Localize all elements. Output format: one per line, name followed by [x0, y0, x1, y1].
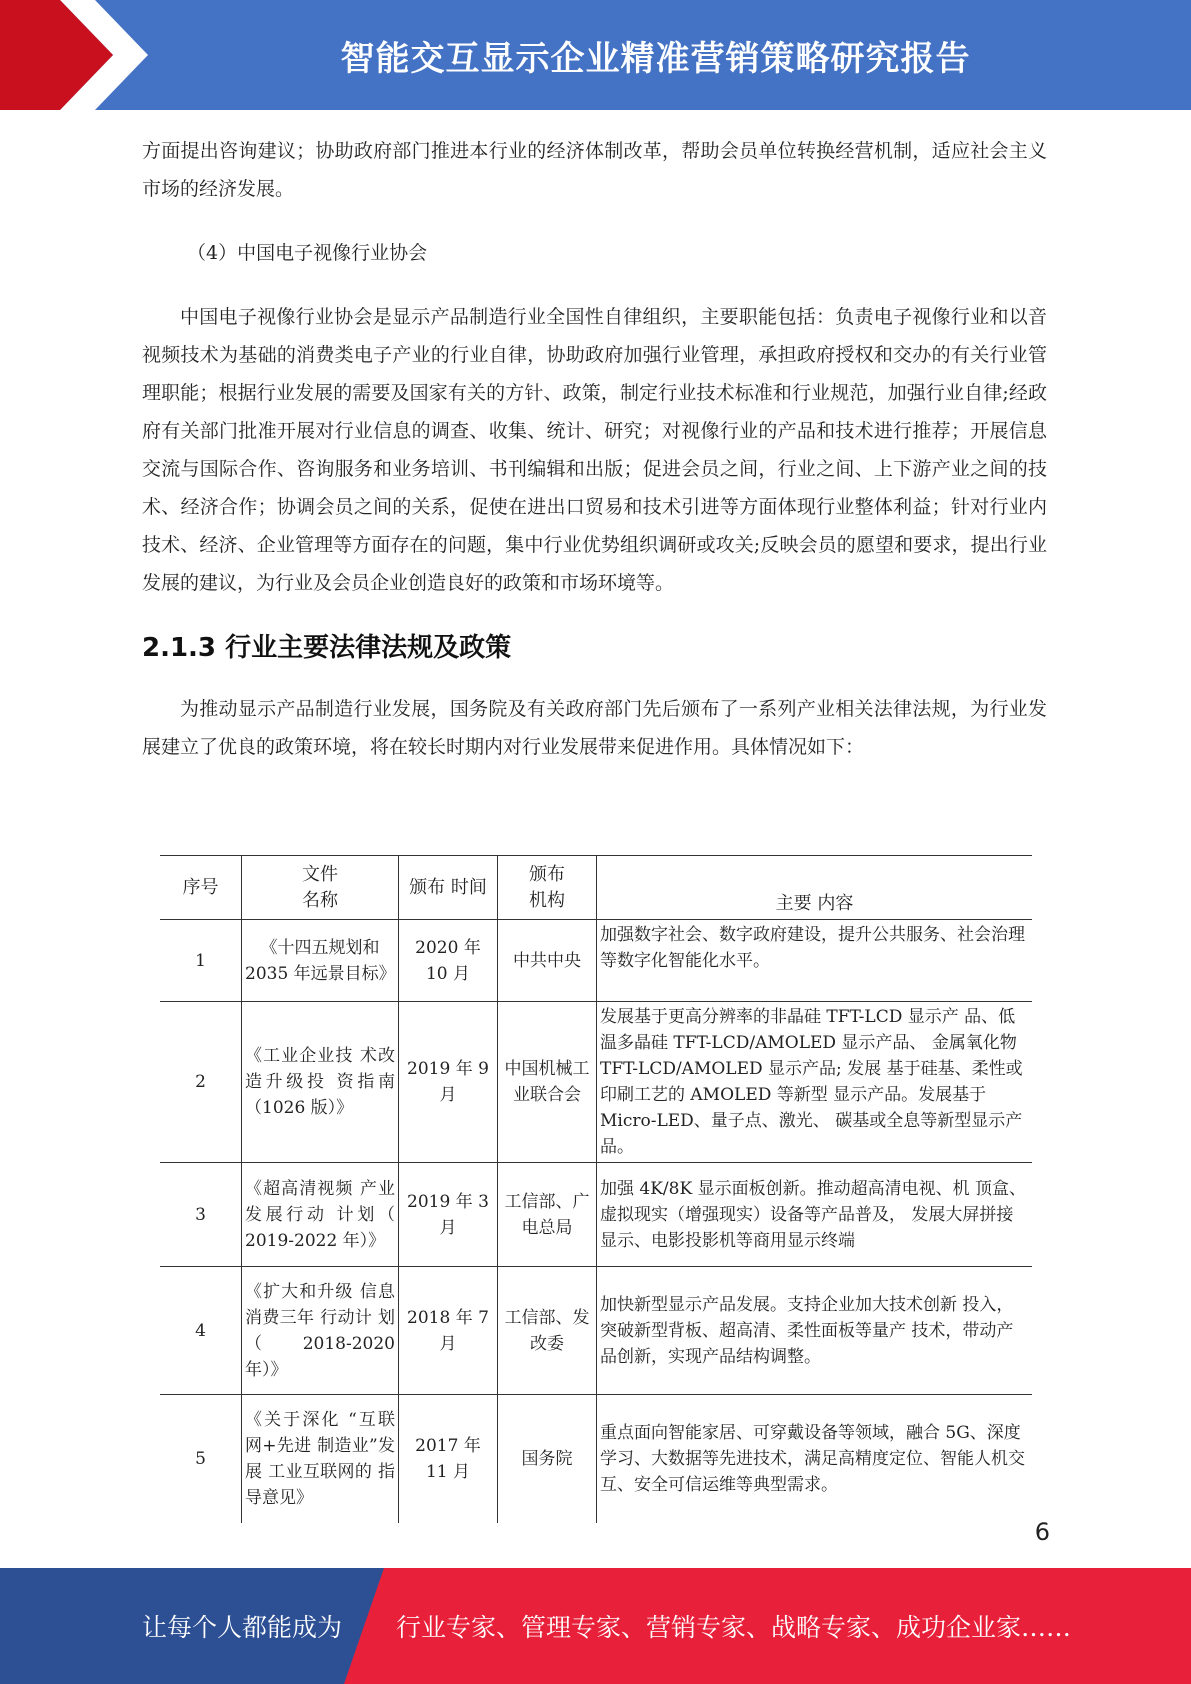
cell-date: 2017 年 11 月: [399, 1395, 498, 1523]
cell-org: 中共中央: [498, 920, 597, 1002]
cell-name: 《超高清视频 产业发展行动 计划（ 2019-2022 年）》: [242, 1163, 399, 1267]
cell-no: 4: [160, 1267, 242, 1395]
cell-no: 5: [160, 1395, 242, 1523]
cell-date: 2019 年 9 月: [399, 1002, 498, 1163]
header-date: 颁布 时间: [399, 856, 498, 920]
report-title: 智能交互显示企业精准营销策略研究报告: [340, 38, 971, 79]
paragraph: 中国电子视像行业协会是显示产品制造行业全国性自律组织，主要职能包括：负责电子视像行业和以音视频技术为基础的消费类电子产业的行业自律，协助政府加强行业管理，承担政府授权和交办的有关行业管理职能；根据行业发展的需要及国家有关的方针、政策，制定行业技术标准和行业规范，加强行业自律;经政府有关部门批准开展对行业信息的调查、收集、统计、研究；对视像行业的产品和技术进行推荐；开展信息交流与国际合作、咨询服务和业务培训、书刊编辑和出版；促进会员之间，行业之间、上下游产业之间的技术、经济合作；协调会员之间的关系，促使在进出口贸易和技术引进等方面体现行业整体利益；针对行业内技术、经济、企业管理等方面存在的问题，集中行业优势组织调研或攻关;反映会员的愿望和要求，提出行业发展的建议，为行业及会员企业创造良好的政策和市场环境等。: [142, 306, 1047, 594]
table-header-row: [160, 856, 1032, 920]
policy-table-container: [160, 855, 1032, 1523]
cell-name: 《工业企业技 术改造升级投 资指南（1026 版）》: [242, 1002, 399, 1163]
cell-content: 加强数字社会、数字政府建设，提升公共服务、社会治理等数字化智能化水平。: [597, 920, 1033, 1002]
footer-slogan-left: 让每个人都能成为: [142, 1613, 343, 1642]
header-name: 文件 名称: [242, 856, 399, 920]
table-row: [160, 1267, 1032, 1395]
cell-org: 中国机械工业联合会: [498, 1002, 597, 1163]
footer-slogan-right: 行业专家、管理专家、营销专家、战略专家、成功企业家……: [396, 1613, 1072, 1642]
cell-content: 重点面向智能家居、可穿戴设备等领域，融合 5G、深度学习、大数据等先进技术，满足高精度定位、智能人机交互、安全可信运维等典型需求。: [597, 1395, 1033, 1523]
cell-content: 加快新型显示产品发展。支持企业加大技术创新 投入，突破新型背板、超高清、柔性面板等量产 技术，带动产品创新，实现产品结构调整。: [597, 1267, 1033, 1395]
cell-no: 2: [160, 1002, 242, 1163]
page-number: 6: [1034, 1518, 1050, 1546]
page-footer: [0, 1568, 1191, 1684]
cell-date: 2018 年 7 月: [399, 1267, 498, 1395]
policy-table: [160, 855, 1032, 1523]
cell-content: 加强 4K/8K 显示面板创新。推动超高清电视、机 顶盒、虚拟现实（增强现实）设备等产品普及， 发展大屏拼接显示、电影投影机等商用显示终端: [597, 1163, 1033, 1267]
table-row: [160, 1163, 1032, 1267]
header-content: 主要 内容: [597, 856, 1033, 920]
cell-content: 发展基于更高分辨率的非晶硅 TFT-LCD 显示产 品、低温多晶硅 TFT-LCD/AMOLED 显示产品、 金属氧化物 TFT-LCD/AMOLED 显示产品; 发展 基于硅基、柔性或印刷工艺的 AMOLED 等新型 显示产品。发展基于 Micro-LED、量子点、激光、 碳基或全息等新型显示产品。: [597, 1002, 1033, 1163]
cell-name: 《十四五规划和 2035 年远景目标》: [242, 920, 399, 1002]
cell-date: 2020 年 10 月: [399, 920, 498, 1002]
document-body: [142, 132, 1047, 766]
paragraph: 为推动显示产品制造行业发展，国务院及有关政府部门先后颁布了一系列产业相关法律法规，为行业发展建立了优良的政策环境，将在较长时期内对行业发展带来促进作用。具体情况如下：: [142, 698, 1047, 758]
cell-date: 2019 年 3 月: [399, 1163, 498, 1267]
cell-org: 工信部、发改委: [498, 1267, 597, 1395]
table-row: [160, 920, 1032, 1002]
cell-org: 国务院: [498, 1395, 597, 1523]
header-org: 颁布 机构: [498, 856, 597, 920]
header-no: 序号: [160, 856, 242, 920]
paragraph: 方面提出咨询建议；协助政府部门推进本行业的经济体制改革，帮助会员单位转换经营机制，适应社会主义市场的经济发展。: [142, 140, 1047, 200]
cell-name: 《扩大和升级 信息消费三年 行动计 划（ 2018-2020 年）》: [242, 1267, 399, 1395]
table-row: [160, 1395, 1032, 1523]
cell-name: 《关于深化 “互联网+先进 制造业”发展 工业互联网的 指导意见》: [242, 1395, 399, 1523]
cell-no: 1: [160, 920, 242, 1002]
cell-no: 3: [160, 1163, 242, 1267]
cell-org: 工信部、广电总局: [498, 1163, 597, 1267]
table-row: [160, 1002, 1032, 1163]
sub-heading: （4）中国电子视像行业协会: [187, 242, 428, 264]
page-header: [0, 0, 1191, 110]
section-heading: 2.1.3 行业主要法律法规及政策: [142, 633, 512, 663]
